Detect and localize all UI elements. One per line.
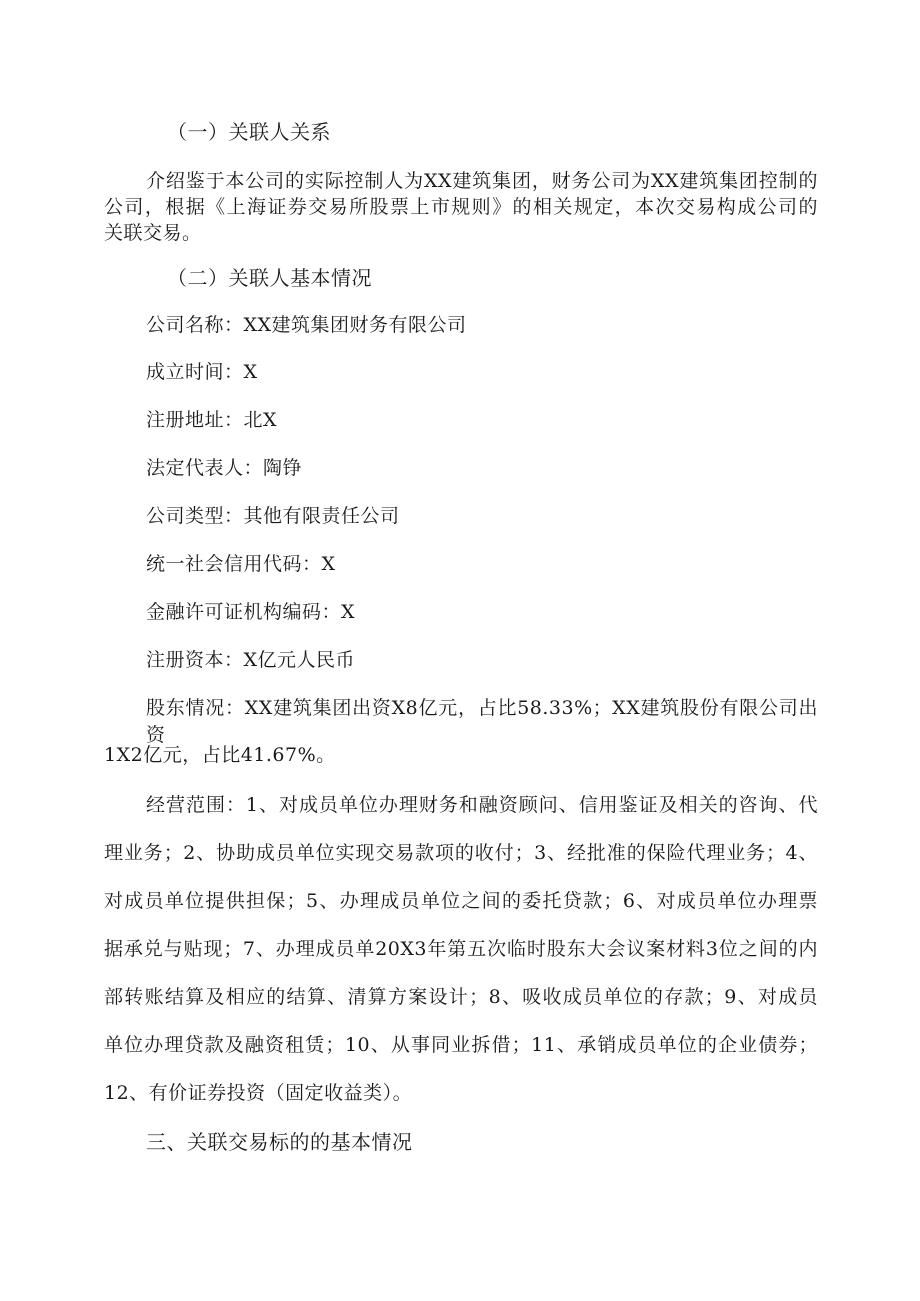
section-heading-transaction-subject: 三、关联交易标的的基本情况 [146,1130,413,1154]
company-name-field: 公司名称：XX建筑集团财务有限公司 [146,314,467,336]
business-scope-line: 理业务；2、协助成员单位实现交易款项的收付；3、经批准的保险代理业务；4、 [104,842,818,864]
intro-paragraph-line: 介绍鉴于本公司的实际控制人为XX建筑集团，财务公司为XX建筑集团控制的 [146,170,818,192]
registered-address-field: 注册地址：北X [146,409,278,431]
license-code-field: 金融许可证机构编码：X [146,601,356,623]
section-heading-related-party-info: （二）关联人基本情况 [167,266,372,290]
business-scope-line: 部转账结算及相应的结算、清算方案设计；8、吸收成员单位的存款；9、对成员 [104,986,818,1008]
section-heading-related-party-relation: （一）关联人关系 [167,120,331,144]
intro-paragraph-line: 关联交易。 [104,222,202,244]
company-type-field: 公司类型：其他有限责任公司 [146,505,400,527]
business-scope-line: 对成员单位提供担保；5、办理成员单位之间的委托贷款；6、对成员单位办理票 [104,890,818,912]
established-date-field: 成立时间：X [146,361,258,383]
credit-code-field: 统一社会信用代码：X [146,553,336,575]
business-scope-line: 经营范围：1、对成员单位办理财务和融资顾问、信用鉴证及相关的咨询、代 [146,794,818,816]
business-scope-line: 单位办理贷款及融资租赁；10、从事同业拆借；11、承销成员单位的企业债券； [104,1034,818,1056]
shareholders-line: 1X2亿元，占比41.67%。 [104,744,336,766]
legal-representative-field: 法定代表人：陶铮 [146,457,303,479]
business-scope-line: 12、有价证券投资（固定收益类）。 [104,1082,413,1104]
shareholders-line: 股东情况：XX建筑集团出资X8亿元，占比58.33%；XX建筑股份有限公司出资 [146,697,818,746]
business-scope-line: 据承兑与贴现；7、办理成员单20X3年第五次临时股东大会议案材料3位之间的内 [104,938,818,960]
registered-capital-field: 注册资本：X亿元人民币 [146,649,356,671]
intro-paragraph-line: 公司，根据《上海证券交易所股票上市规则》的相关规定，本次交易构成公司的 [104,196,818,218]
